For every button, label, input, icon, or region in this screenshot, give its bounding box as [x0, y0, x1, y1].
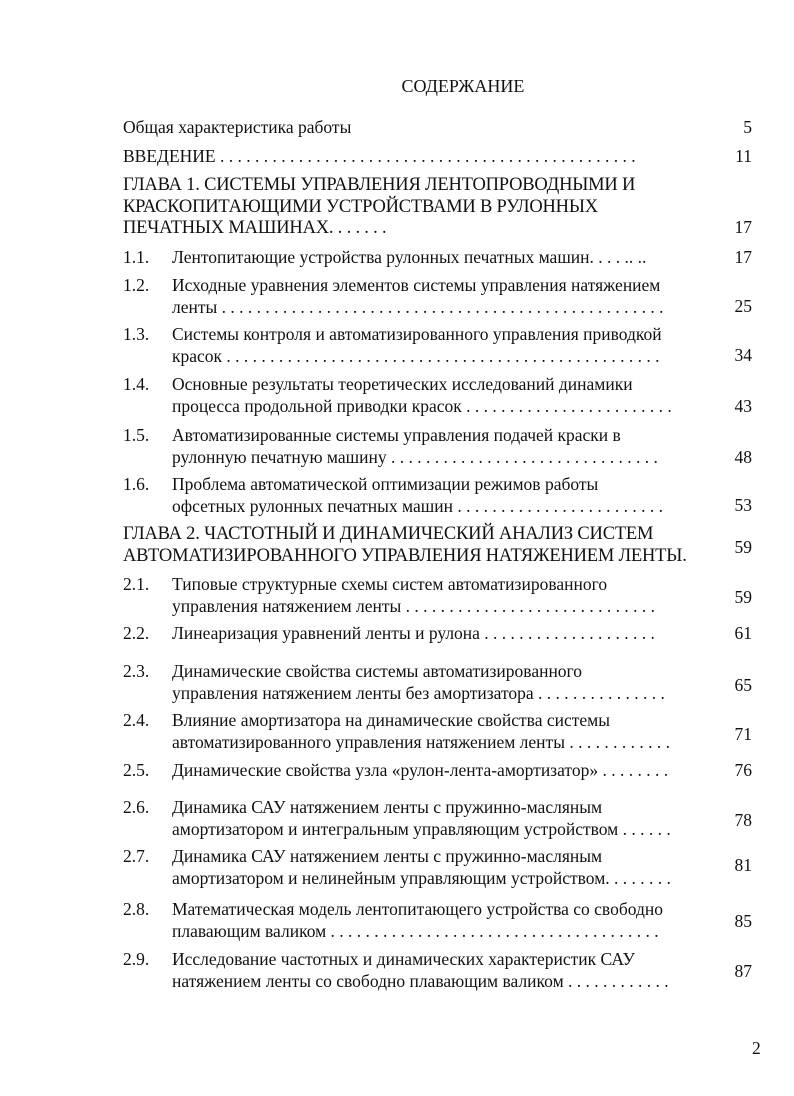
- entry-page: 61: [734, 623, 752, 643]
- entry-title-line: ПЕЧАТНЫХ МАШИНАХ. . . . . . .: [123, 218, 387, 238]
- entry-title-line: амортизатором и интегральным управляющим устройством . . . . . .: [172, 818, 671, 839]
- entry-number: 1.6.: [123, 474, 150, 494]
- entry-title-line: рулонную печатную машину . . . . . . . . . . . . . . . . . . . . . . . . . . . . . . .: [172, 446, 658, 467]
- entry-title-line: автоматизированного управления натяжением ленты . . . . . . . . . . . .: [172, 731, 670, 752]
- entry-title-line: Системы контроля и автоматизированного управления приводкой: [172, 324, 662, 344]
- page-number: 2: [752, 1038, 761, 1058]
- entry-number: 1.3.: [123, 324, 150, 344]
- entry-title-line: Линеаризация уравнений ленты и рулона . . . . . . . . . . . . . . . . . . . .: [172, 623, 655, 643]
- entry-number: 2.8.: [123, 899, 150, 919]
- entry-page: 25: [734, 296, 752, 316]
- entry-page: 11: [735, 146, 752, 166]
- entry-number: 1.4.: [123, 374, 150, 394]
- entry-page: 59: [734, 537, 752, 557]
- entry-title-line: управления натяжением ленты без амортизатора . . . . . . . . . . . . . . .: [172, 682, 665, 703]
- entry-page: 17: [734, 217, 752, 237]
- entry-page: 76: [734, 760, 752, 780]
- entry-title-line: офсетных рулонных печатных машин . . . . . . . . . . . . . . . . . . . . . . . .: [172, 495, 663, 516]
- toc-title: СОДЕРЖАНИЕ: [401, 76, 525, 96]
- entry-page: 5: [743, 117, 752, 137]
- entry-page: 53: [734, 495, 752, 515]
- entry-title-line: амортизатором и нелинейным управляющим устройством. . . . . . . .: [172, 867, 671, 888]
- entry-title-line: Динамические свойства системы автоматизированного: [172, 661, 583, 681]
- entry-title-line: натяжением ленты со свободно плавающим валиком . . . . . . . . . . . .: [172, 970, 669, 991]
- entry-page: 48: [734, 447, 752, 467]
- entry-page: 81: [734, 855, 752, 875]
- entry-title-line: Основные результаты теоретических исследований динамики: [172, 374, 633, 394]
- entry-title-line: Влияние амортизатора на динамические свойства системы: [172, 710, 610, 730]
- entry-title-line: Динамика САУ натяжением ленты с пружинно-масляным: [172, 797, 603, 817]
- entry-title-line: Исходные уравнения элементов системы управления натяжением: [172, 275, 661, 295]
- entry-page: 17: [734, 247, 752, 267]
- entry-title-line: Исследование частотных и динамических характеристик САУ: [172, 949, 635, 969]
- entry-title-line: Динамические свойства узла «рулон-лента-амортизатор» . . . . . . . .: [172, 760, 669, 780]
- entry-number: 2.3.: [123, 661, 150, 681]
- entry-title-line: Общая характеристика работы: [123, 117, 352, 137]
- entry-title-line: Проблема автоматической оптимизации режимов работы: [172, 474, 599, 494]
- entry-title-line: ГЛАВА 1. СИСТЕМЫ УПРАВЛЕНИЯ ЛЕНТОПРОВОДНЫМИ И: [123, 175, 636, 195]
- entry-page: 78: [734, 810, 752, 830]
- entry-page: 85: [734, 911, 752, 931]
- entry-title-line: Типовые структурные схемы систем автоматизированного: [172, 574, 608, 594]
- entry-number: 1.5.: [123, 425, 150, 445]
- entry-title-line: управления натяжением ленты . . . . . . . . . . . . . . . . . . . . . . . . . . . . .: [172, 595, 656, 616]
- entry-number: 2.5.: [123, 760, 150, 780]
- entry-title-line: Автоматизированные системы управления подачей краски в: [172, 425, 621, 445]
- entry-page: 43: [734, 396, 752, 416]
- entry-number: 2.9.: [123, 949, 150, 969]
- entry-number: 2.2.: [123, 623, 150, 643]
- entry-title-line: процесса продольной приводки красок . . . . . . . . . . . . . . . . . . . . . . . .: [172, 395, 672, 416]
- entry-page: 87: [734, 961, 752, 981]
- entry-page: 59: [734, 587, 752, 607]
- entry-title-line: Лентопитающие устройства рулонных печатных машин. . . . .. ..: [172, 247, 647, 267]
- entry-title-line: Математическая модель лентопитающего устройства со свободно: [172, 899, 663, 919]
- entry-title-line: ГЛАВА 2. ЧАСТОТНЫЙ И ДИНАМИЧЕСКИЙ АНАЛИЗ СИСТЕМ: [123, 524, 654, 544]
- entry-number: 2.1.: [123, 574, 150, 594]
- entry-title-line: АВТОМАТИЗИРОВАННОГО УПРАВЛЕНИЯ НАТЯЖЕНИЕМ ЛЕНТЫ.: [123, 545, 687, 566]
- entry-number: 1.1.: [123, 247, 150, 267]
- entry-page: 71: [734, 724, 752, 744]
- entry-number: 1.2.: [123, 275, 150, 295]
- entry-title-line: ВВЕДЕНИЕ . . . . . . . . . . . . . . . . . . . . . . . . . . . . . . . . . . . . . . . . . . . . . . . .: [123, 146, 636, 166]
- entry-number: 2.7.: [123, 846, 150, 866]
- entry-title-line: плавающим валиком . . . . . . . . . . . . . . . . . . . . . . . . . . . . . . . . . . . . . .: [172, 920, 659, 941]
- entry-title-line: Динамика САУ натяжением ленты с пружинно-масляным: [172, 846, 603, 866]
- entry-page: 65: [734, 675, 752, 695]
- entry-title-line: КРАСКОПИТАЮЩИМИ УСТРОЙСТВАМИ В РУЛОННЫХ: [123, 196, 598, 217]
- entry-number: 2.4.: [123, 710, 150, 730]
- entry-title-line: ленты . . . . . . . . . . . . . . . . . . . . . . . . . . . . . . . . . . . . . . . . . . . . . . . . . . .: [172, 296, 664, 317]
- entry-page: 34: [734, 345, 752, 365]
- entry-number: 2.6.: [123, 797, 150, 817]
- entry-title-line: красок . . . . . . . . . . . . . . . . . . . . . . . . . . . . . . . . . . . . . . . . . . . . . . . . . .: [172, 345, 660, 366]
